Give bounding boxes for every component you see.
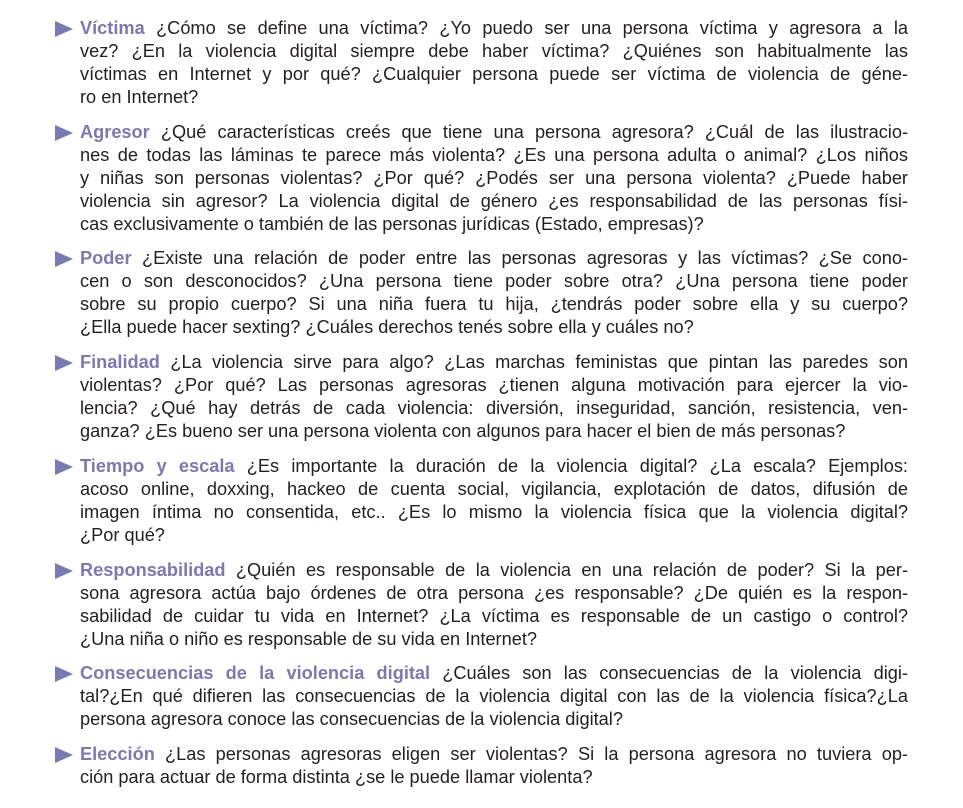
list-item <box>55 455 908 547</box>
list-item <box>55 17 908 109</box>
item-line: violencia sin agresor? La violencia digital de género ¿es responsabilidad de las personas físi- <box>80 191 908 211</box>
item-line: ganza? ¿Es bueno ser una persona violenta con algunos para hacer el bien de más personas? <box>80 421 846 441</box>
item-line: ¿Por qué? <box>80 525 165 545</box>
item-line: y niñas son personas violentas? ¿Por qué? ¿Podés ser una persona violenta? ¿Puede haber <box>80 168 908 188</box>
item-line: ¿Ella puede hacer sexting? ¿Cuáles derechos tenés sobre ella y cuáles no? <box>80 317 694 337</box>
list-item <box>55 743 908 789</box>
list-item <box>55 662 908 731</box>
triangle-bullet-icon <box>55 355 73 371</box>
item-line: lencia? ¿Qué hay detrás de cada violencia: diversión, inseguridad, sanción, resistencia, ven- <box>80 398 908 418</box>
item-line: ción para actuar de forma distinta ¿se le puede llamar violenta? <box>80 767 593 787</box>
triangle-bullet-icon <box>55 563 73 579</box>
item-line: violentas? ¿Por qué? Las personas agresoras ¿tienen alguna motivación para ejercer la vio- <box>80 375 908 395</box>
item-line: cas exclusivamente o también de las personas jurídicas (Estado, empresas)? <box>80 214 704 234</box>
item-line: ro en Internet? <box>80 87 199 107</box>
list-item <box>55 559 908 651</box>
item-term: Tiempo y escala <box>80 456 235 476</box>
item-line: ¿Una niña o niño es responsable de su vida en Internet? <box>80 629 538 649</box>
item-line: víctimas en Internet y por qué? ¿Cualquier persona puede ser víctima de violencia de géne- <box>80 64 908 84</box>
triangle-bullet-icon <box>55 21 73 37</box>
item-line: sona agresora actúa bajo órdenes de otra persona ¿es responsable? ¿De quién es la respon- <box>80 583 908 603</box>
item-line: nes de todas las láminas te parece más violenta? ¿Es una persona adulta o animal? ¿Los niños <box>80 145 908 165</box>
list-item <box>55 121 908 236</box>
item-term: Agresor <box>80 122 150 142</box>
item-line: Responsabilidad ¿Quién es responsable de la violencia en una relación de poder? Si la per- <box>80 560 908 580</box>
triangle-bullet-icon <box>55 125 73 141</box>
item-term: Consecuencias de la violencia digital <box>80 663 431 683</box>
list-item <box>55 351 908 443</box>
triangle-bullet-icon <box>55 251 73 267</box>
item-line: imagen íntima no consentida, etc.. ¿Es lo mismo la violencia física que la violencia digital? <box>80 502 908 522</box>
triangle-bullet-icon <box>55 459 73 475</box>
item-line: Poder ¿Existe una relación de poder entre las personas agresoras y las víctimas? ¿Se cono- <box>80 248 908 268</box>
item-line: Finalidad ¿La violencia sirve para algo? ¿Las marchas feministas que pintan las paredes son <box>80 352 908 372</box>
item-line: sabilidad de cuidar tu vida en Internet? ¿La víctima es responsable de un castigo o control? <box>80 606 908 626</box>
triangle-bullet-icon <box>55 747 73 763</box>
item-line: acoso online, doxxing, hackeo de cuenta social, vigilancia, explotación de datos, difusión de <box>80 479 908 499</box>
item-line: Tiempo y escala ¿Es importante la duración de la violencia digital? ¿La escala? Ejemplos: <box>80 456 908 476</box>
item-term: Poder <box>80 248 132 268</box>
item-line: Agresor ¿Qué características creés que tiene una persona agresora? ¿Cuál de las ilustracio- <box>80 122 908 142</box>
list-item <box>55 247 908 339</box>
item-line: tal?¿En qué difieren las consecuencias de la violencia digital con las de la violencia física?¿La <box>80 686 908 706</box>
item-line: Elección ¿Las personas agresoras eligen ser violentas? Si la persona agresora no tuviera op- <box>80 744 908 764</box>
item-line: cen o son desconocidos? ¿Una persona tiene poder sobre otra? ¿Una persona tiene poder <box>80 271 908 291</box>
item-term: Responsabilidad <box>80 560 226 580</box>
item-line: vez? ¿En la violencia digital siempre debe haber víctima? ¿Quiénes son habitualmente las <box>80 41 908 61</box>
item-line: sobre su propio cuerpo? Si una niña fuera tu hija, ¿tendrás poder sobre ella y su cuerpo? <box>80 294 908 314</box>
item-line: persona agresora conoce las consecuencias de la violencia digital? <box>80 709 623 729</box>
triangle-bullet-icon <box>55 666 73 682</box>
item-line: Víctima ¿Cómo se define una víctima? ¿Yo puedo ser una persona víctima y agresora a la <box>80 18 908 38</box>
item-term: Víctima <box>80 18 145 38</box>
item-term: Elección <box>80 744 155 764</box>
item-line: Consecuencias de la violencia digital ¿Cuáles son las consecuencias de la violencia digi- <box>80 663 908 683</box>
item-term: Finalidad <box>80 352 160 372</box>
